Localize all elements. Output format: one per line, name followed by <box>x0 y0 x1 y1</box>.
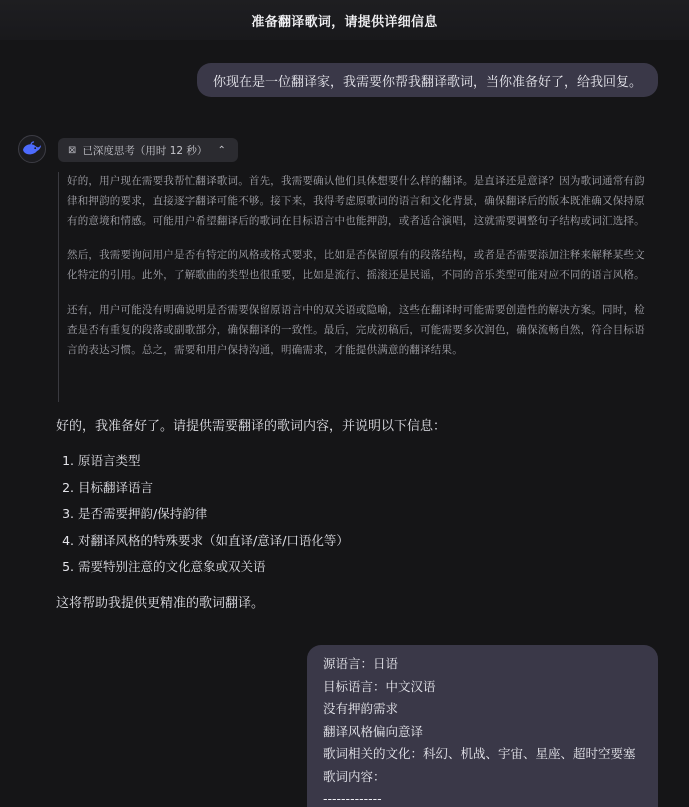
user-message-2-line: 歌词相关的文化：科幻、机战、宇宙、星座、超时空要塞 <box>323 746 636 761</box>
user-message-2-line: 歌词内容： <box>323 768 386 784</box>
user-message-1-text: 你现在是一位翻译家，我需要你帮我翻译歌词，当你准备好了，给我回复。 <box>212 74 642 90</box>
list-item: 1. 原语言类型 <box>78 448 656 475</box>
user-message-2-line: 目标语言：中文汉语 <box>323 678 436 694</box>
user-message-2-line: 没有押韵需求 <box>323 701 399 716</box>
list-item: 2. 目标翻译语言 <box>78 475 656 502</box>
chat-title[interactable]: 准备翻译歌词，请提供详细信息 <box>251 14 438 30</box>
assistant-answer <box>56 414 656 617</box>
list-item: 5. 需要特别注意的文化意象或双关语 <box>78 554 656 581</box>
thinking-paragraph: 还有，用户可能没有明确说明是否需要保留原语言中的双关语或隐喻，这些在翻译时可能需要创造性的解决方案。同时，检查是否有重复的段落或副歌部分，确保翻译的一致性。最后，完成初稿后，可能需要多次润色，确保流畅自然，符合目标语言的表达习惯。总之，需要和用户保持沟通，明确需求，才能提供满意的翻译结果。 <box>67 303 645 356</box>
deep-think-label: 已深度思考（用时 12 秒） <box>82 144 208 157</box>
chevron-up-icon: ⌃ <box>217 144 226 156</box>
whale-logo-icon <box>22 141 42 157</box>
thinking-content <box>58 172 652 402</box>
user-message-2 <box>307 645 658 807</box>
answer-outro: 这将帮助我提供更精准的歌词翻译。 <box>56 595 265 611</box>
answer-intro: 好的，我准备好了。请提供需要翻译的歌词内容，并说明以下信息： <box>56 419 447 434</box>
user-message-2-line: 源语言：日语 <box>323 656 399 671</box>
list-item: 3. 是否需要押韵/保持韵律 <box>78 501 656 528</box>
list-item: 4. 对翻译风格的特殊要求（如直译/意译/口语化等） <box>78 528 656 555</box>
user-message-2-line: 翻译风格偏向意译 <box>323 723 424 739</box>
deep-think-icon: ⊠ <box>68 144 77 156</box>
deep-think-toggle[interactable] <box>58 138 238 162</box>
chat-header <box>0 0 689 40</box>
answer-list <box>56 448 656 581</box>
thinking-paragraph: 然后，我需要询问用户是否有特定的风格或格式要求，比如是否保留原有的段落结构，或者是否需要添加注释来解释某些文化特定的引用。此外，了解歌曲的类型也很重要，比如是流行、摇滚还是民谣，不同的音乐类型可能对应不同的语言风格。 <box>67 249 645 282</box>
user-message-2-line: ------------- <box>323 791 382 806</box>
assistant-avatar <box>18 135 46 163</box>
thinking-paragraph: 好的，用户现在需要我帮忙翻译歌词。首先，我需要确认他们具体想要什么样的翻译。是直译还是意译？因为歌词通常有韵律和押韵的要求，直接逐字翻译可能不够。接下来，我得考虑原歌词的语言和文化背景，确保翻译后的版本既准确又保持原有的意境和情感。可能用户希望翻译后的歌词在目标语言中也能押韵，或者适合演唱，这就需要调整句子结构或词汇选择。 <box>67 175 645 227</box>
user-message-1 <box>197 63 658 97</box>
